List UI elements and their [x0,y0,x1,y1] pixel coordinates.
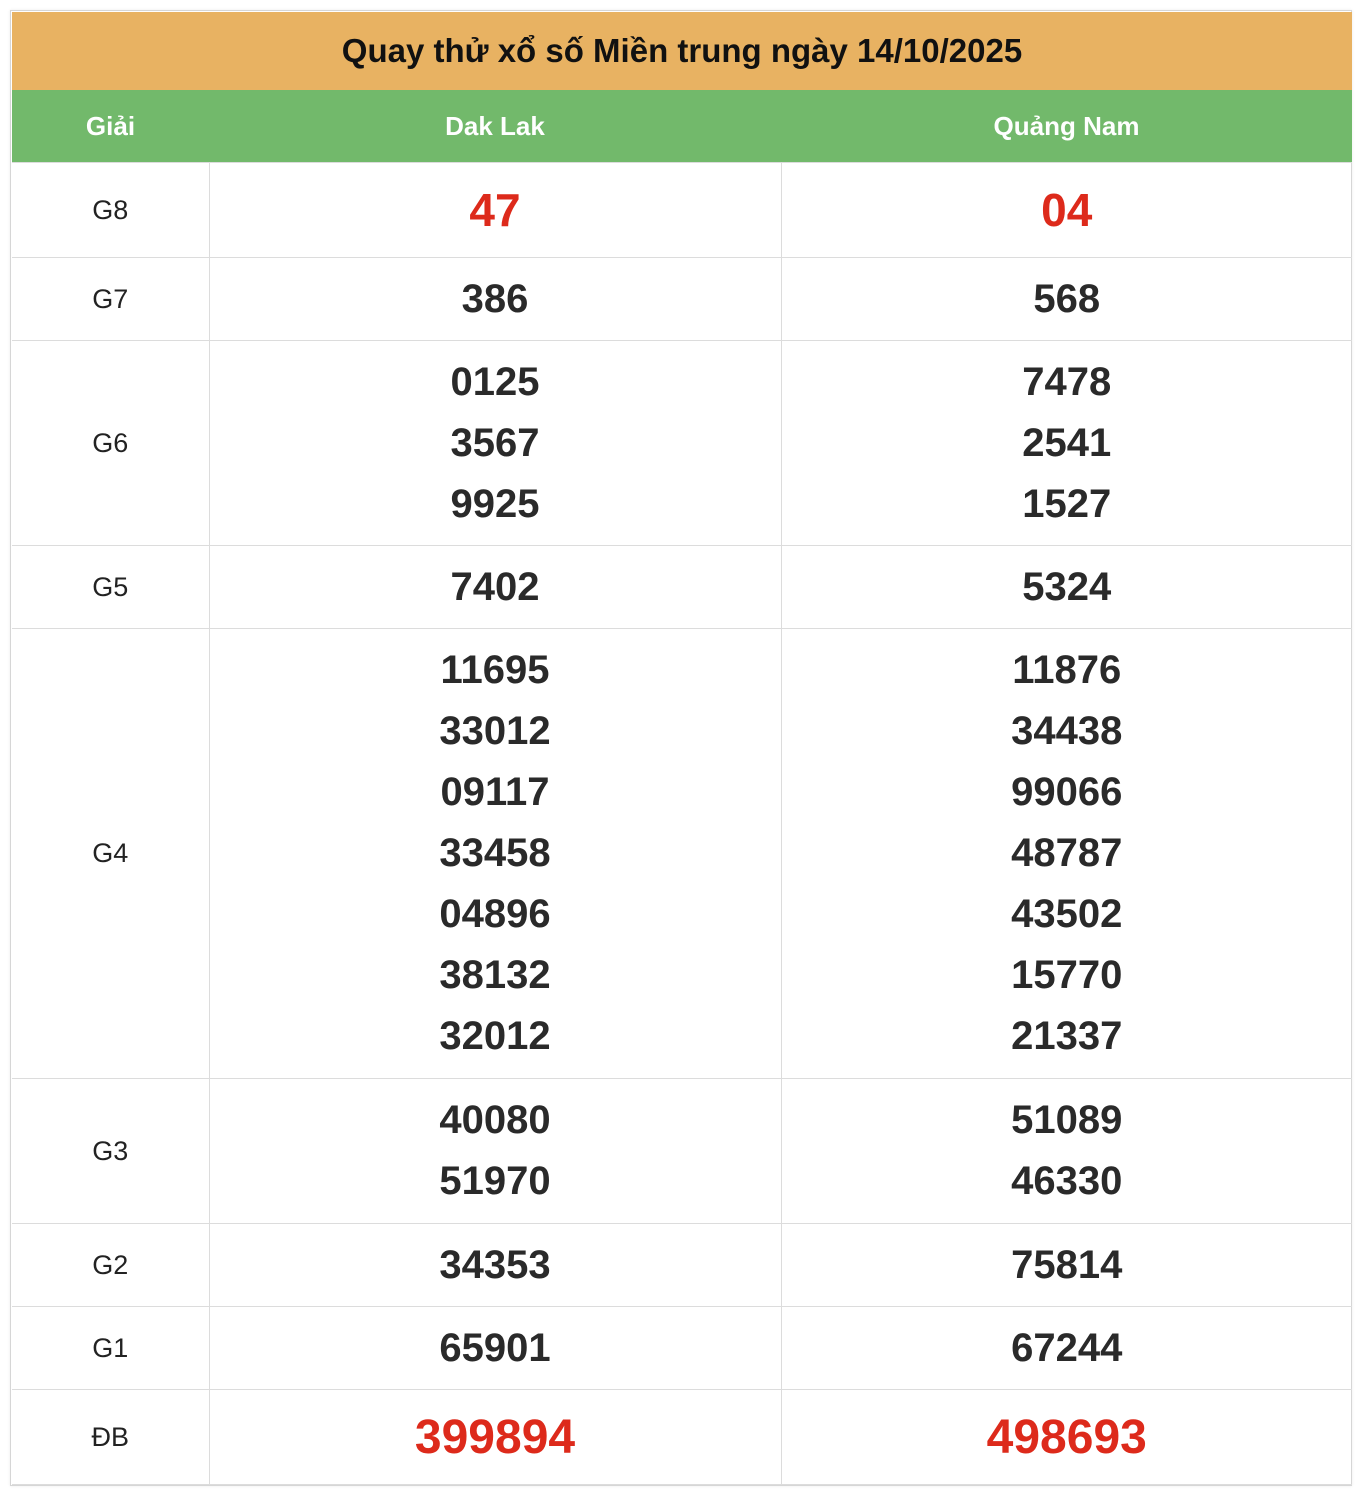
result-number: 498693 [986,1410,1147,1464]
number-list [782,557,1353,618]
result-number: 46330 [1011,1159,1123,1203]
result-number: 33012 [439,709,551,753]
number-list [782,640,1353,1067]
result-number: 67244 [1011,1325,1123,1370]
result-cell-province-2 [781,341,1352,546]
number-list [782,1235,1353,1296]
number-list [210,640,781,1067]
result-cell-province-2 [781,1307,1352,1390]
result-cell-province-2 [781,629,1352,1079]
number-list [210,180,781,241]
header-province-1: Dak Lak [209,90,781,163]
number-list [210,1318,781,1379]
result-number: 3567 [450,420,540,465]
table-row [12,1307,1352,1390]
result-cell-province-1 [209,163,781,258]
result-number: 9925 [450,481,540,526]
result-number: 04 [1041,183,1093,236]
result-cell-province-2 [781,1224,1352,1307]
result-cell-province-2 [781,1079,1352,1224]
prize-cell: G6 [12,341,209,546]
number-list [210,557,781,618]
result-number: 7478 [1022,359,1112,404]
header-prize: Giải [12,90,209,163]
result-number: 33458 [439,831,551,875]
result-number: 40080 [439,1098,551,1142]
number-list [782,1407,1353,1468]
result-number: 99066 [1011,770,1123,814]
result-number: 48787 [1011,831,1123,875]
result-number: 65901 [439,1325,551,1370]
page-title: Quay thử xổ số Miền trung ngày 14/10/2025 [12,12,1352,90]
prize-cell: ĐB [12,1390,209,1485]
number-list [210,269,781,330]
prize-cell: G7 [12,258,209,341]
number-list [782,352,1353,535]
number-list [782,269,1353,330]
table-row [12,258,1352,341]
result-cell-province-1 [209,546,781,629]
result-cell-province-2 [781,163,1352,258]
result-cell-province-1 [209,1224,781,1307]
table-header-row [12,90,1352,163]
result-number: 21337 [1011,1014,1123,1058]
prize-cell: G2 [12,1224,209,1307]
table-row [12,341,1352,546]
result-cell-province-1 [209,341,781,546]
prize-cell: G5 [12,546,209,629]
result-number: 47 [469,183,521,236]
result-cell-province-1 [209,1307,781,1390]
table-row [12,629,1352,1079]
result-cell-province-2 [781,546,1352,629]
result-number: 0125 [450,359,540,404]
number-list [210,1407,781,1468]
table-row [12,546,1352,629]
result-number: 75814 [1011,1242,1123,1287]
table-row [12,163,1352,258]
result-number: 34353 [439,1242,551,1287]
result-number: 11695 [440,648,550,692]
result-number: 34438 [1011,709,1123,753]
number-list [782,180,1353,241]
result-number: 51089 [1011,1098,1123,1142]
result-number: 1527 [1022,481,1112,526]
number-list [782,1090,1353,1212]
result-number: 43502 [1011,892,1123,936]
number-list [210,352,781,535]
result-number: 09117 [440,770,550,814]
result-cell-province-1 [209,629,781,1079]
result-number: 7402 [450,564,540,609]
result-number: 51970 [439,1159,551,1203]
table-row [12,1390,1352,1485]
result-number: 11876 [1012,648,1122,692]
result-cell-province-1 [209,1390,781,1485]
result-number: 386 [461,276,529,321]
prize-cell: G3 [12,1079,209,1224]
table-row [12,1224,1352,1307]
number-list [210,1090,781,1212]
prize-cell: G8 [12,163,209,258]
result-number: 38132 [439,953,551,997]
header-province-2: Quảng Nam [781,90,1352,163]
result-number: 04896 [439,892,551,936]
table-row [12,1079,1352,1224]
result-cell-province-1 [209,258,781,341]
result-number: 399894 [414,1410,576,1464]
number-list [210,1235,781,1296]
result-number: 2541 [1022,420,1112,465]
results-body [12,163,1352,1485]
result-number: 5324 [1022,564,1112,609]
result-number: 15770 [1011,953,1123,997]
result-cell-province-2 [781,1390,1352,1485]
prize-cell: G4 [12,629,209,1079]
results-table [12,90,1352,1485]
result-number: 568 [1033,276,1101,321]
result-cell-province-1 [209,1079,781,1224]
result-cell-province-2 [781,258,1352,341]
result-number: 32012 [439,1014,551,1058]
prize-cell: G1 [12,1307,209,1390]
number-list [782,1318,1353,1379]
